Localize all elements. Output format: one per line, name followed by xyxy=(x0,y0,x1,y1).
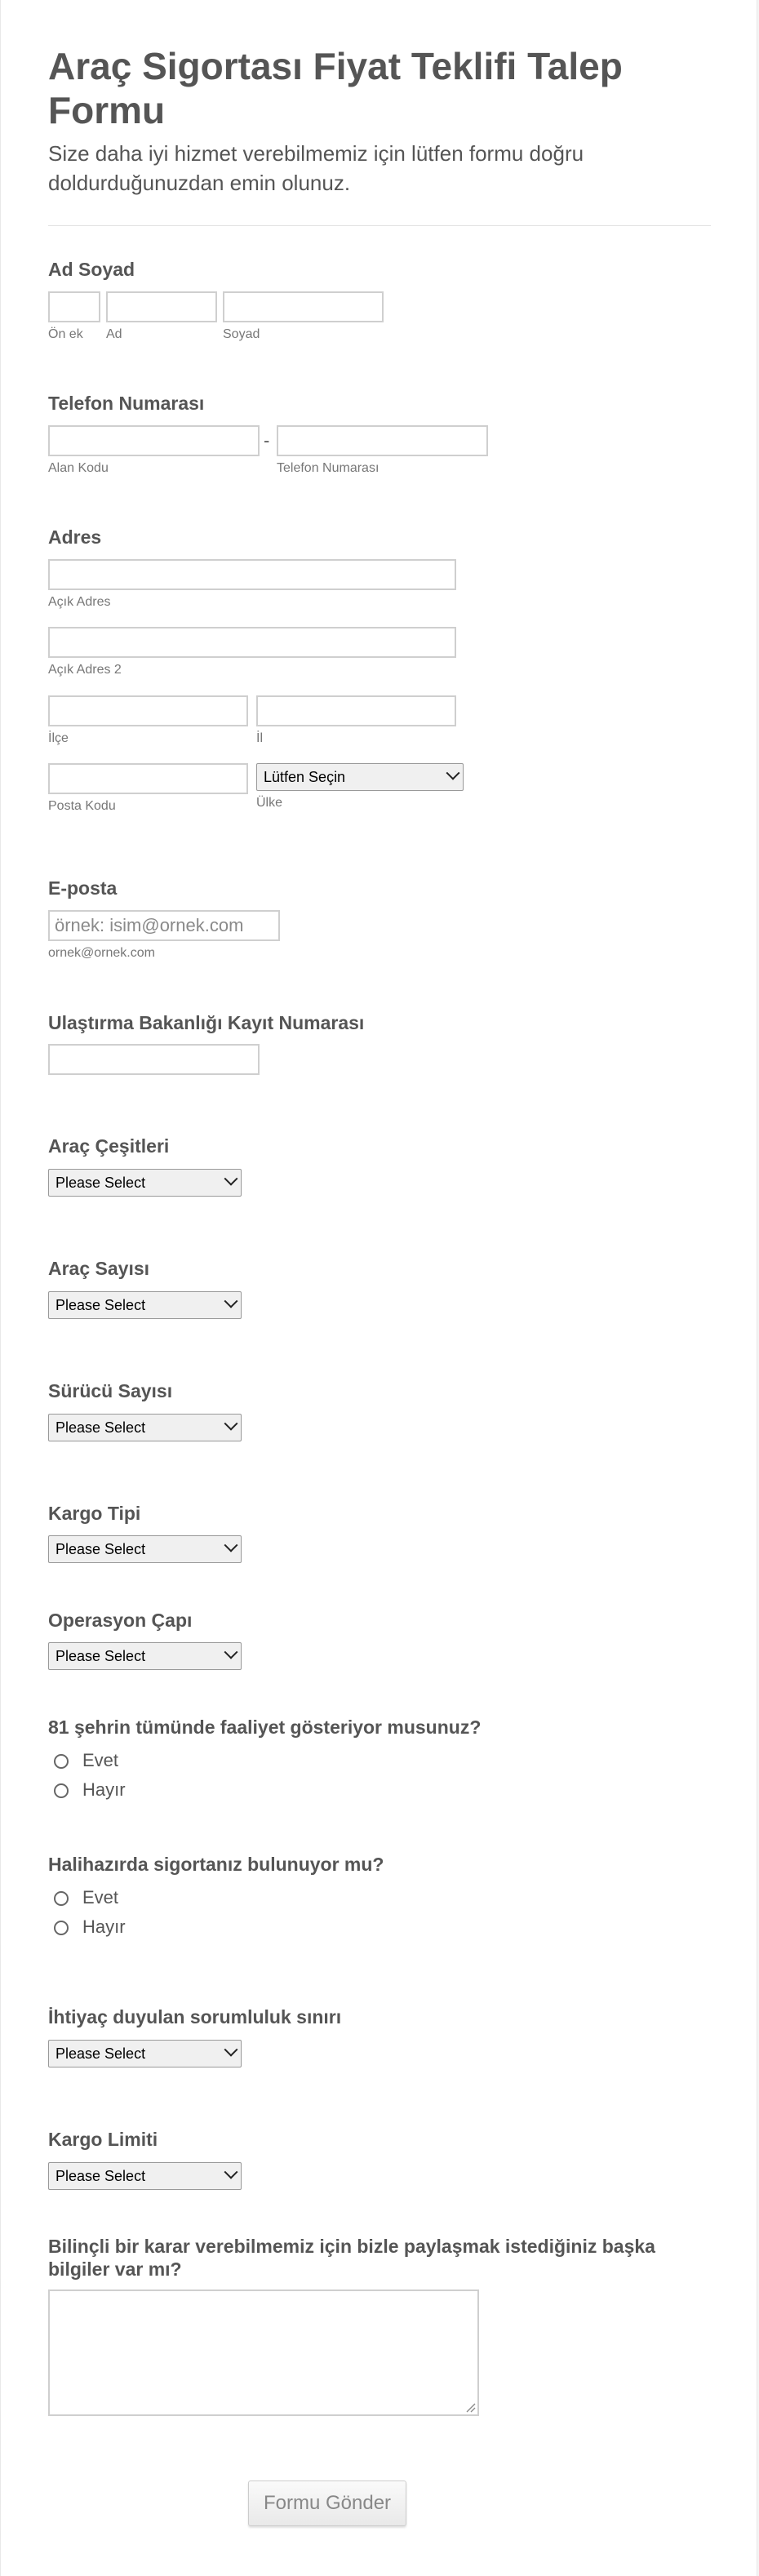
email-input[interactable] xyxy=(48,910,280,941)
cargo-type-select[interactable] xyxy=(48,1535,242,1563)
chevron-down-icon xyxy=(224,1295,238,1308)
page-subtitle: Size daha iyi hizmet verebilmemiz için lütfen formu doğru doldurduğunuzdan emin olunuz. xyxy=(48,141,584,195)
driver-count-label: Sürücü Sayısı xyxy=(48,1380,173,1401)
liability-limit-label: İhtiyaç duyulan sorumluluk sınırı xyxy=(48,2006,342,2027)
vehicle-count-value: Please Select xyxy=(55,1297,146,1313)
chevron-down-icon xyxy=(224,2043,238,2057)
vehicle-types-select[interactable] xyxy=(48,1169,242,1197)
header-divider xyxy=(48,225,711,226)
phone-number-sublabel: Telefon Numarası xyxy=(277,461,380,475)
district-sublabel: İlçe xyxy=(48,731,69,745)
first-name-input[interactable] xyxy=(106,291,217,322)
cargo-type-value: Please Select xyxy=(55,1541,146,1557)
vehicle-types-value: Please Select xyxy=(55,1175,146,1191)
additional-info-textarea[interactable] xyxy=(48,2290,479,2416)
email-label: E-posta xyxy=(48,877,118,899)
all-cities-no-label: Hayır xyxy=(82,1779,126,1800)
street-address-2-sublabel: Açık Adres 2 xyxy=(48,663,122,677)
has-insurance-no-label: Hayır xyxy=(82,1916,126,1937)
additional-info-label: Bilinçli bir karar verebilmemiz için bizle paylaşmak istediğiniz başka bilgiler var mı? xyxy=(48,2236,655,2280)
chevron-down-icon xyxy=(224,1172,238,1186)
country-select-value: Lütfen Seçin xyxy=(264,769,346,785)
first-name-sublabel: Ad xyxy=(106,327,122,341)
liability-limit-select[interactable] xyxy=(48,2040,242,2067)
name-prefix-input[interactable] xyxy=(48,291,100,322)
registration-number-input[interactable] xyxy=(48,1044,260,1075)
submit-button[interactable]: Formu Gönder xyxy=(248,2481,406,2526)
all-cities-yes-label: Evet xyxy=(82,1750,119,1770)
chevron-down-icon xyxy=(224,1417,238,1431)
driver-count-select[interactable] xyxy=(48,1414,242,1441)
address-label: Adres xyxy=(48,526,102,548)
country-select[interactable] xyxy=(256,763,464,791)
vehicle-count-label: Araç Sayısı xyxy=(48,1258,150,1279)
street-address-sublabel: Açık Adres xyxy=(48,595,111,609)
city-sublabel: İl xyxy=(256,731,263,745)
country-sublabel: Ülke xyxy=(256,796,283,810)
phone-separator: - xyxy=(264,430,270,451)
postal-code-input[interactable] xyxy=(48,763,248,794)
chevron-down-icon xyxy=(446,766,460,780)
has-insurance-yes-label: Evet xyxy=(82,1887,119,1908)
cargo-type-label: Kargo Tipi xyxy=(48,1503,141,1524)
street-address-2-input[interactable] xyxy=(48,627,456,658)
area-code-input[interactable] xyxy=(48,425,260,456)
street-address-input[interactable] xyxy=(48,559,456,590)
cargo-limit-select[interactable] xyxy=(48,2162,242,2190)
operation-scope-label: Operasyon Çapı xyxy=(48,1610,193,1631)
driver-count-value: Please Select xyxy=(55,1419,146,1436)
cargo-limit-value: Please Select xyxy=(55,2168,146,2184)
vehicle-types-label: Araç Çeşitleri xyxy=(48,1135,170,1157)
liability-limit-value: Please Select xyxy=(55,2045,146,2062)
chevron-down-icon xyxy=(224,2165,238,2179)
has-insurance-label: Halihazırda sigortanız bulunuyor mu? xyxy=(48,1854,384,1875)
last-name-input[interactable] xyxy=(223,291,384,322)
phone-label: Telefon Numarası xyxy=(48,393,205,414)
registration-label: Ulaştırma Bakanlığı Kayıt Numarası xyxy=(48,1012,365,1033)
chevron-down-icon xyxy=(224,1646,238,1659)
operation-scope-value: Please Select xyxy=(55,1648,146,1664)
chevron-down-icon xyxy=(224,1539,238,1552)
vehicle-count-select[interactable] xyxy=(48,1291,242,1319)
last-name-sublabel: Soyad xyxy=(223,327,260,341)
all-cities-yes-radio[interactable] xyxy=(54,1754,69,1769)
city-input[interactable] xyxy=(256,695,456,726)
email-sublabel: ornek@ornek.com xyxy=(48,946,155,960)
resize-grip-icon[interactable] xyxy=(464,2401,476,2413)
cargo-limit-label: Kargo Limiti xyxy=(48,2129,158,2150)
postal-code-sublabel: Posta Kodu xyxy=(48,799,116,813)
has-insurance-no-radio[interactable] xyxy=(54,1921,69,1935)
page-title: Araç Sigortası Fiyat Teklifi Talep Formu xyxy=(48,45,623,131)
name-prefix-sublabel: Ön ek xyxy=(48,327,83,341)
area-code-sublabel: Alan Kodu xyxy=(48,461,109,475)
all-cities-label: 81 şehrin tümünde faaliyet gösteriyor musunuz? xyxy=(48,1717,482,1738)
operation-scope-select[interactable] xyxy=(48,1642,242,1670)
district-input[interactable] xyxy=(48,695,248,726)
phone-number-input[interactable] xyxy=(277,425,488,456)
all-cities-no-radio[interactable] xyxy=(54,1783,69,1798)
has-insurance-yes-radio[interactable] xyxy=(54,1891,69,1906)
name-label: Ad Soyad xyxy=(48,259,135,280)
